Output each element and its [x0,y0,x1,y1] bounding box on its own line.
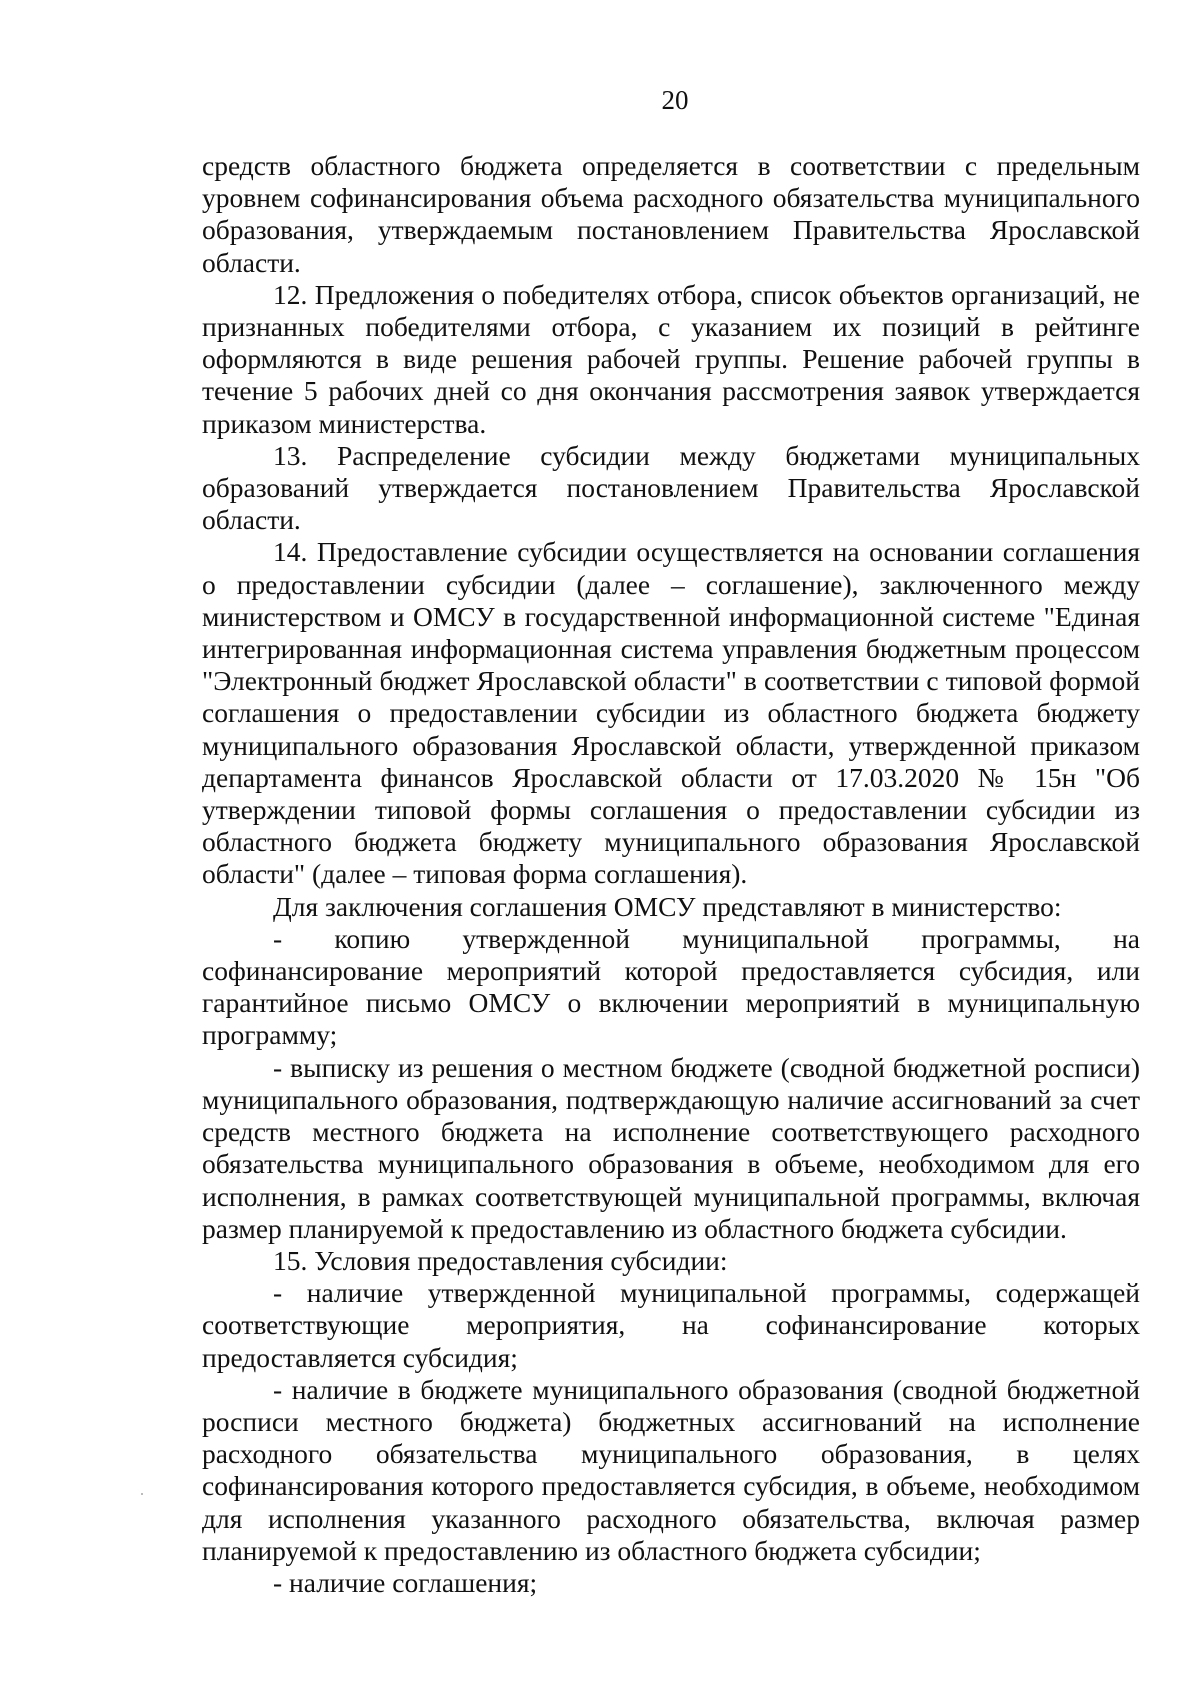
list-item-budget-extract: - выписку из решения о местном бюджете (сводной бюджетной росписи) муниципального образования, подтверждающую наличие ассигнований за счет средств местного бюджета на исполнение соответствующего расходного обязательства муниципального образования в объеме, необходимом для его исполнения, в рамках соответствующей муниципальной программы, включая размер планируемой к предоставлению из областного бюджета субсидии. [202,1051,1140,1244]
document-body [202,150,1140,1599]
paragraph-13-distribution: 13. Распределение субсидии между бюджетами муниципальных образований утверждается постановлением Правительства Ярославской области. [202,439,1140,536]
page-number: 20 [661,85,689,115]
paragraph-budget-cofinancing: средств областного бюджета определяется в соответствии с предельным уровнем софинансирования объема расходного обязательства муниципального образования, утверждаемым постановлением Правительства Ярославской области. [202,150,1140,278]
list-item-approved-program: - наличие утвержденной муниципальной программы, содержащей соответствующие мероприятия, на софинансирование которых предоставляется субсидия; [202,1277,1140,1373]
scan-speck [141,1493,143,1495]
list-item-program-copy: - копию утвержденной муниципальной программы, на софинансирование мероприятий которой предоставляется субсидия, или гарантийное письмо ОМСУ о включении мероприятий в муниципальную программу; [202,922,1140,1051]
paragraph-14-agreement: 14. Предоставление субсидии осуществляется на основании соглашения о предоставлении субсидии (далее – соглашение), заключенного между министерством и ОМСУ в государственной информационной системе "Единая интегрированная информационная система управления бюджетным процессом "Электронный бюджет Ярославской области" в соответствии с типовой формой соглашения о предоставлении субсидии из областного бюджета бюджету муниципального образования Ярославской области, утвержденной приказом департамента финансов Ярославской области от 17.03.2020 № 15н "Об утверждении типовой формы соглашения о предоставлении субсидии из областного бюджета бюджету муниципального образования Ярославской области" (далее – типовая форма соглашения). [202,536,1140,890]
paragraph-agreement-documents-intro: Для заключения соглашения ОМСУ представляют в министерство: [273,890,1062,922]
list-item-agreement-presence: - наличие соглашения; [273,1566,538,1598]
list-item-budget-allocations: - наличие в бюджете муниципального образования (сводной бюджетной росписи местного бюджета) бюджетных ассигнований на исполнение расходного обязательства муниципального образования, в целях софинансирования которого предоставляется субсидия, в объеме, необходимом для исполнения указанного расходного обязательства, включая размер планируемой к предоставлению из областного бюджета субсидии; [202,1373,1140,1566]
paragraph-15-conditions: 15. Условия предоставления субсидии: [273,1244,728,1276]
paragraph-12-winners-proposals: 12. Предложения о победителях отбора, список объектов организаций, не признанных победителями отбора, с указанием их позиций в рейтинге оформляются в виде решения рабочей группы. Решение рабочей группы в течение 5 рабочих дней со дня окончания рассмотрения заявок утверждается приказом министерства. [202,278,1140,439]
